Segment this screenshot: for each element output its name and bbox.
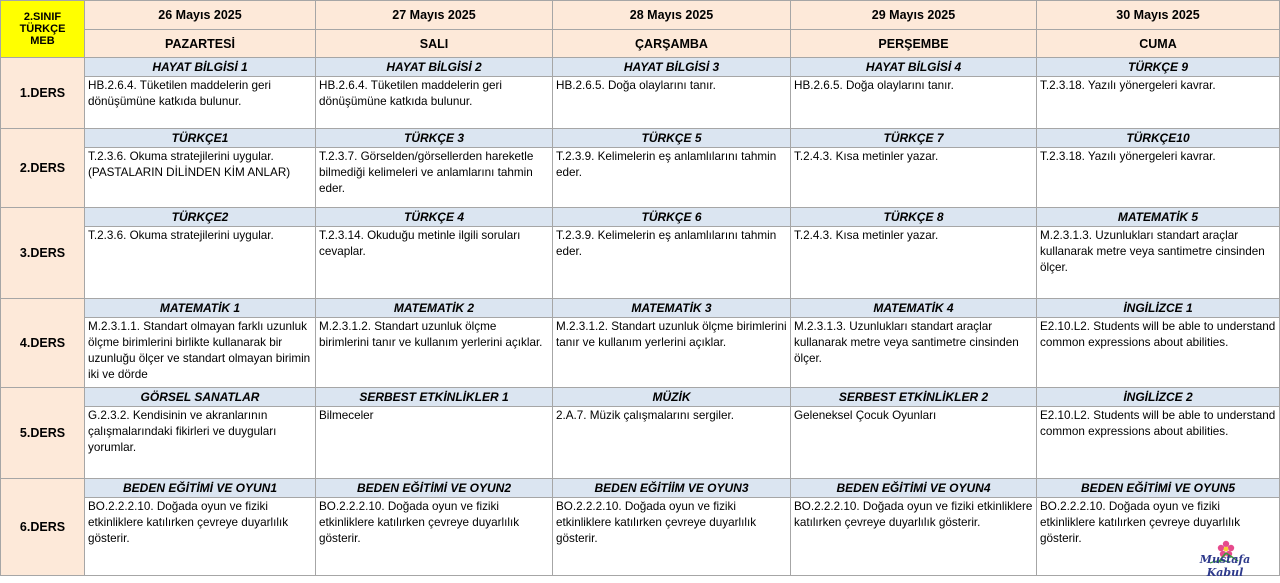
lesson-subject: BEDEN EĞİTİMİ VE OYUN4 [791,479,1037,498]
lesson-objective: T.2.3.6. Okuma stratejilerini uygular.(PASTALARIN DİLİNDEN KİM ANLAR) [88,150,291,179]
day-header: PERŞEMBE [791,30,1037,58]
lesson-objective-cell [553,498,791,576]
lesson-subject: TÜRKÇE 8 [791,208,1037,227]
class-source-label: MEB [30,35,55,47]
lesson-objective: E2.10.L2. Students will be able to understand common expressions about abilities. [1040,320,1276,349]
lesson-objective-cell [85,407,316,479]
lesson-objective: BO.2.2.2.10. Doğada oyun ve fiziki etkinliklere katılırken çevreye duyarlılık gösterir. [556,500,757,545]
lesson-period-label: 6.DERS [1,479,85,576]
lesson-subject: TÜRKÇE 9 [1037,58,1280,77]
day-header: ÇARŞAMBA [553,30,791,58]
lesson-subject: SERBEST ETKİNLİKLER 1 [316,388,553,407]
lesson-objective-cell [791,148,1037,208]
lesson-subject: SERBEST ETKİNLİKLER 2 [791,388,1037,407]
lesson-objective: 2.A.7. Müzik çalışmalarını sergiler. [556,409,734,422]
date-header: 28 Mayıs 2025 [553,1,791,30]
lesson-subject: TÜRKÇE10 [1037,129,1280,148]
lesson-objective: M.2.3.1.2. Standart uzunluk ölçme birimlerini tanır ve kullanım yerlerini açıklar. [556,320,787,349]
lesson-objective: T.2.4.3. Kısa metinler yazar. [794,229,939,242]
lesson-subject: GÖRSEL SANATLAR [85,388,316,407]
day-header: SALI [316,30,553,58]
lesson-objective-cell [791,77,1037,129]
lesson-objective-cell [553,318,791,388]
lesson-objective: M.2.3.1.1. Standart olmayan farklı uzunluk ölçme birimlerini birlikte kullanarak bir uzunluğu ölçer ve standart olmayan birimin iki ve dörde [88,320,311,381]
lesson-objective: T.2.3.6. Okuma stratejilerini uygular. [88,229,274,242]
lesson-objective-cell [791,227,1037,299]
lesson-objective-cell [85,318,316,388]
lesson-objective: M.2.3.1.3. Uzunlukları standart araçlar kullanarak metre veya santimetre cinsinden ölçer. [1040,229,1265,274]
lesson-objective-cell [85,498,316,576]
lesson-objective-cell [791,318,1037,388]
lesson-subject: BEDEN EĞİTİMİ VE OYUN5 [1037,479,1280,498]
lesson-objective: BO.2.2.2.10. Doğada oyun ve fiziki etkinliklere katılırken çevreye duyarlılık gösterir. [1040,500,1241,545]
lesson-objective: T.2.3.14. Okuduğu metinle ilgili soruları cevaplar. [319,229,521,258]
lesson-objective-cell [553,77,791,129]
lesson-objective-cell [1037,77,1280,129]
lesson-objective-cell [316,77,553,129]
lesson-objective-cell [791,407,1037,479]
lesson-objective-cell [316,148,553,208]
lesson-subject: TÜRKÇE 5 [553,129,791,148]
lesson-subject: MATEMATİK 1 [85,299,316,318]
lesson-objective: HB.2.6.4. Tüketilen maddelerin geri dönüşümüne katkıda bulunur. [319,79,502,108]
lesson-objective: T.2.3.18. Yazılı yönergeleri kavrar. [1040,79,1216,92]
lesson-objective-cell [85,227,316,299]
lesson-subject: TÜRKÇE 6 [553,208,791,227]
lesson-subject: BEDEN EĞİTİMİ VE OYUN1 [85,479,316,498]
lesson-objective-cell [553,407,791,479]
lesson-objective-cell [316,407,553,479]
day-header: PAZARTESİ [85,30,316,58]
lesson-subject: TÜRKÇE1 [85,129,316,148]
lesson-objective: T.2.3.9. Kelimelerin eş anlamlılarını tahmin eder. [556,229,777,258]
lesson-subject: MATEMATİK 5 [1037,208,1280,227]
lesson-period-label: 5.DERS [1,388,85,479]
lesson-objective: T.2.3.7. Görselden/görsellerden hareketle bilmediği kelimeleri ve anlamlarını tahmin eder. [319,150,534,195]
signature-text: Mustafa Kabul [1199,553,1251,579]
lesson-subject: İNGİLİZCE 1 [1037,299,1280,318]
lesson-objective-cell [553,227,791,299]
lesson-subject: TÜRKÇE 3 [316,129,553,148]
lesson-objective: T.2.4.3. Kısa metinler yazar. [794,150,939,163]
lesson-objective: HB.2.6.5. Doğa olaylarını tanır. [794,79,954,92]
lesson-objective: T.2.3.9. Kelimelerin eş anlamlılarını tahmin eder. [556,150,777,179]
lesson-period-label: 3.DERS [1,208,85,299]
lesson-period-label: 1.DERS [1,58,85,129]
lesson-subject: BEDEN EĞİTİİM VE OYUN3 [553,479,791,498]
date-header: 30 Mayıs 2025 [1037,1,1280,30]
class-subject-label: TÜRKÇE [19,23,66,35]
lesson-objective-cell [85,148,316,208]
lesson-subject: MATEMATİK 2 [316,299,553,318]
lesson-subject: İNGİLİZCE 2 [1037,388,1280,407]
lesson-objective-cell [1037,407,1280,479]
lesson-subject: BEDEN EĞİTİMİ VE OYUN2 [316,479,553,498]
lesson-objective: M.2.3.1.3. Uzunlukları standart araçlar kullanarak metre veya santimetre cinsinden ölçer. [794,320,1019,365]
lesson-subject: TÜRKÇE2 [85,208,316,227]
date-header: 29 Mayıs 2025 [791,1,1037,30]
day-header: CUMA [1037,30,1280,58]
lesson-objective: T.2.3.18. Yazılı yönergeleri kavrar. [1040,150,1216,163]
lesson-objective-cell [553,148,791,208]
lesson-objective: Geleneksel Çocuk Oyunları [794,409,937,422]
lesson-objective-cell [316,227,553,299]
lesson-subject: HAYAT BİLGİSİ 1 [85,58,316,77]
lesson-objective-cell [791,498,1037,576]
lesson-subject: MATEMATİK 4 [791,299,1037,318]
class-grade-label: 2.SINIF [23,11,62,23]
lesson-objective: G.2.3.2. Kendisinin ve akranlarının çalışmalarındaki fikirleri ve duyguları yorumlar. [88,409,277,454]
lesson-subject: TÜRKÇE 7 [791,129,1037,148]
lesson-subject: MATEMATİK 3 [553,299,791,318]
lesson-objective-cell [1037,318,1280,388]
lesson-objective: M.2.3.1.2. Standart uzunluk ölçme birimlerini tanır ve kullanım yerlerini açıklar. [319,320,543,349]
class-label-cell [1,1,85,58]
lesson-subject: HAYAT BİLGİSİ 2 [316,58,553,77]
lesson-objective-cell [316,318,553,388]
lesson-subject: HAYAT BİLGİSİ 3 [553,58,791,77]
lesson-objective: BO.2.2.2.10. Doğada oyun ve fiziki etkinliklere katılırken çevreye duyarlılık gösterir. [794,500,1033,529]
lesson-objective: BO.2.2.2.10. Doğada oyun ve fiziki etkinliklere katılırken çevreye duyarlılık gösterir. [319,500,520,545]
signature-logo [1180,537,1270,579]
lesson-objective-cell [1037,227,1280,299]
date-header: 26 Mayıs 2025 [85,1,316,30]
lesson-objective-cell [316,498,553,576]
lesson-objective: HB.2.6.4. Tüketilen maddelerin geri dönüşümüne katkıda bulunur. [88,79,271,108]
lesson-objective: BO.2.2.2.10. Doğada oyun ve fiziki etkinliklere katılırken çevreye duyarlılık gösterir. [88,500,289,545]
lesson-objective-cell [1037,148,1280,208]
lesson-objective: Bilmeceler [319,409,374,422]
lesson-subject: TÜRKÇE 4 [316,208,553,227]
lesson-objective-cell [85,77,316,129]
lesson-subject: MÜZİK [553,388,791,407]
date-header: 27 Mayıs 2025 [316,1,553,30]
lesson-subject: HAYAT BİLGİSİ 4 [791,58,1037,77]
lesson-objective: HB.2.6.5. Doğa olaylarını tanır. [556,79,716,92]
lesson-period-label: 4.DERS [1,299,85,388]
lesson-period-label: 2.DERS [1,129,85,208]
lesson-objective: E2.10.L2. Students will be able to understand common expressions about abilities. [1040,409,1276,438]
